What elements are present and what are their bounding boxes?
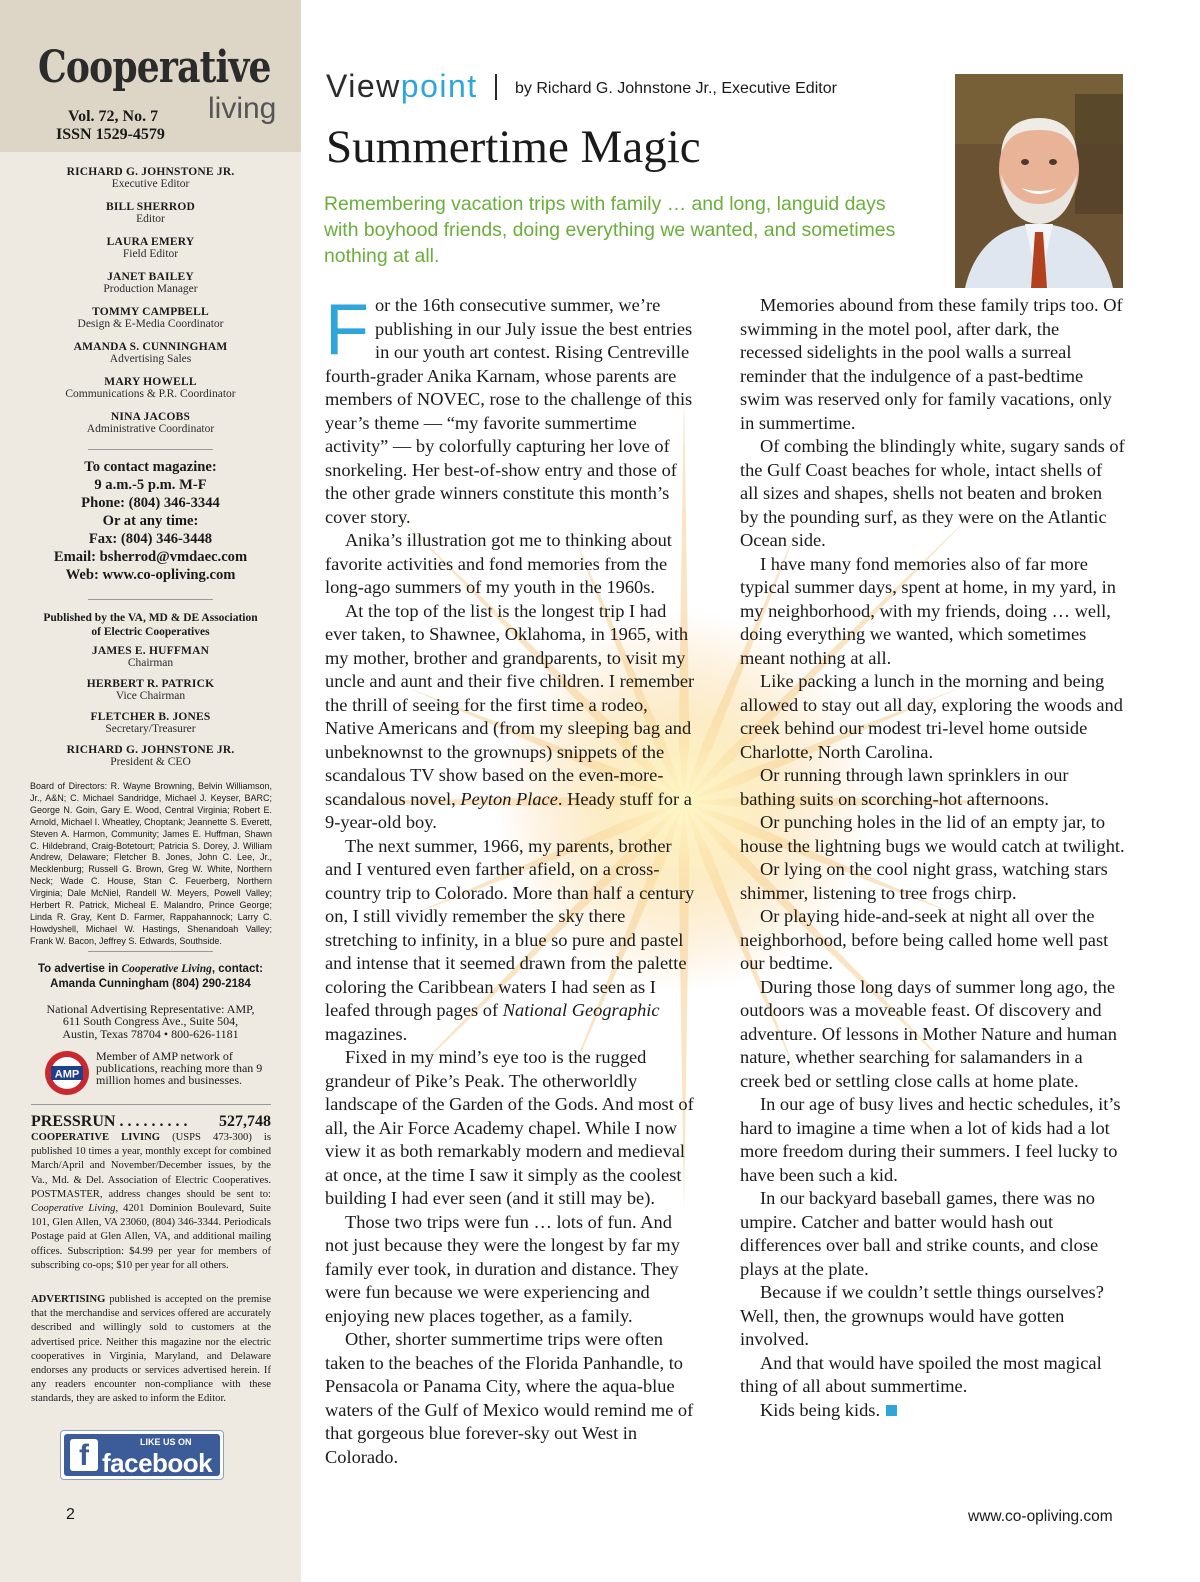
publisher-line: of Electric Cooperatives (91, 626, 210, 638)
paragraph: Or lying on the cool night grass, watching stars shimmer, listening to tree frogs chirp. (740, 859, 1108, 903)
paragraph: And that would have spoiled the most magical thing of all about summertime. (740, 1352, 1102, 1396)
contact-email: Email: bsherrod@vmdaec.com (53, 549, 248, 565)
divider (88, 449, 213, 450)
postal-lead: COOPERATIVE LIVING (31, 1132, 161, 1143)
facebook-icon: f (70, 1439, 98, 1471)
contact-info (0, 458, 301, 584)
publisher-info (0, 611, 301, 639)
advertise-info (0, 962, 301, 992)
advertise-post: , contact: (211, 963, 264, 975)
staff-role: Field Editor (122, 248, 179, 260)
staff-entry (0, 306, 301, 330)
footer-website[interactable]: www.co-opliving.com (968, 1508, 1113, 1525)
postal-text: , 4201 Dominion Boulevard, Suite 101, Glen Allen, VA 23060, (804) 346-3344. Periodicals Postage paid at Glen Allen, VA, and additional mailing offices. Subscription: $4.99 per year for members of subscribing co-ops; $10 per year for all others. (31, 1203, 271, 1271)
officer-entry (0, 744, 301, 768)
divider (31, 1104, 271, 1105)
advertise-pre: To advertise in (37, 963, 119, 975)
staff-name: RICHARD G. JOHNSTONE JR. (66, 166, 235, 178)
staff-entry (0, 411, 301, 435)
staff-entry (0, 376, 301, 400)
page-number: 2 (66, 1506, 75, 1523)
section-label-point: point (400, 68, 478, 104)
magazine-logo: Cooperative (38, 42, 271, 93)
pressrun (31, 1113, 271, 1131)
officer-role: Vice Chairman (115, 690, 186, 702)
contact-hours: 9 a.m.-5 p.m. M-F (94, 477, 207, 493)
paragraph: For the 16th consecutive summer, we’re publishing in our July issue the best entries in our youth art contest. Rising Centreville fourth-grader Anika Karnam, whose parents are members of NOVEC, rose to the challenge of this year’s theme — “my favorite summertime activity” — by colorfully capturing her love of snorkeling. Her best-of-show entry and those of the other grade winners constitute this month’s cover story. (325, 290, 693, 527)
divider (88, 599, 213, 600)
facebook-button[interactable] (60, 1430, 224, 1480)
officer-entry (0, 711, 301, 735)
staff-name: TOMMY CAMPBELL (92, 306, 209, 318)
end-mark-icon (886, 1405, 897, 1416)
paragraph: Because if we couldn’t settle things ourselves? Well, then, the grownups would have gotten involved. (740, 1282, 1104, 1349)
amp-rep-line: 611 South Congress Ave., Suite 504, (62, 1014, 239, 1029)
staff-name: AMANDA S. CUNNINGHAM (73, 341, 228, 353)
contact-web: Web: www.co-opliving.com (65, 567, 236, 583)
staff-entry (0, 201, 301, 225)
staff-entry (0, 271, 301, 295)
paragraph: The next summer, 1966, my parents, brother and I ventured even farther afield, on a cross-country trip to Colorado. More than half a century on, I still vividly remember the sky there stretching to infinity, in a blue so pure and pastel and intense that it seemed drawn from the palette coloring the Caribbean waters I had seen as I leafed through pages of National Geographic magazines. (325, 835, 695, 1044)
amp-logo-icon (44, 1050, 90, 1096)
volume-number: Vol. 72, No. 7 (68, 108, 159, 125)
amp-logo-text: AMP (54, 1068, 80, 1081)
officer-name: JAMES E. HUFFMAN (91, 645, 210, 657)
contact-fax: Fax: (804) 346-3448 (88, 531, 213, 547)
officer-entry (0, 678, 301, 702)
paragraph: Those two trips were fun … lots of fun. And not just because they were the longest by far my family ever took, in duration and distance. They were fun because we were experiencing and enjoying new places together, as a family. (325, 1211, 680, 1326)
staff-name: MARY HOWELL (104, 376, 197, 388)
paragraph: Memories abound from these family trips too. Of swimming in the motel pool, after dark, the recessed sidelights in the pool walls a surreal reminder that the indulgence of a past-bedtime swim was reserved only for family vacations, only in summertime. (740, 295, 1123, 433)
postal-text: (USPS 473-300) is published 10 times a year, monthly except for combined March/April and November/December issues, by the Va., Md. & Del. Association of Electric Cooperatives. POSTMASTER, address changes should be sent to: (31, 1132, 271, 1200)
staff-role: Editor (136, 213, 165, 225)
amp-rep-line: Austin, Texas 78704 • 800-626-1181 (62, 1026, 239, 1041)
divider (88, 951, 213, 952)
article-dek: Remembering vacation trips with family … and long, languid days with boyhood friends, doing everything we wanted, and sometimes nothing at all. (324, 193, 896, 267)
officer-name: RICHARD G. JOHNSTONE JR. (66, 744, 235, 756)
officer-entry (0, 645, 301, 669)
magazine-title: National Geographic (502, 1000, 660, 1020)
paragraph: Kids being kids. (740, 1399, 1125, 1423)
paragraph: Other, shorter summertime trips were often taken to the beaches of the Florida Panhandle, to Pensacola or Panama City, where the aqua-blue waters of the Gulf of Mexico would remind me of that gorgeous blue forever-sky out West in Colorado. (325, 1329, 694, 1467)
pressrun-label: PRESSRUN . . . . . . . . . (31, 1113, 188, 1130)
paragraph: During those long days of summer long ago, the outdoors was a moveable feast. Of discovery and adventure. Of lessons in Mother Nature and human nature, whether searching for salamanders in a creek bed or settling close calls at home plate. (740, 976, 1117, 1091)
drop-cap: F (325, 290, 369, 370)
paragraph: In our backyard baseball games, there was no umpire. Catcher and batter would hash out differences over ball and strike counts, and close plays at the plate. (740, 1188, 1099, 1279)
paragraph: Or playing hide-and-seek at night all over the neighborhood, before being called home well past our bedtime. (740, 906, 1109, 973)
paragraph: Like packing a lunch in the morning and being allowed to stay out all day, exploring the woods and creek behind our modest tri-level home outside Charlotte, North Carolina. (740, 671, 1123, 762)
advertising-policy (31, 1293, 271, 1407)
magazine-logo-sub: living (208, 92, 277, 125)
paragraph: At the top of the list is the longest trip I had ever taken, to Shawnee, Oklahoma, in 1965, with my mother, brother and grandparents, to visit my uncle and aunt and their five children. I remember the thrill of seeing for the first time a rodeo, Native Americans and (from my sleeping bag and unbeknownst to the grownups) snippets of the scandalous TV show based on the even-more-scandalous novel, Peyton Place. Heady stuff for a 9-year-old boy. (325, 600, 695, 832)
staff-role: Executive Editor (111, 178, 190, 190)
staff-entry (0, 341, 301, 365)
section-divider (495, 74, 497, 100)
officer-name: FLETCHER B. JONES (90, 711, 211, 723)
article-column-2 (740, 294, 1125, 1422)
issn: ISSN 1529-4579 (56, 126, 165, 143)
contact-heading: To contact magazine: (84, 459, 217, 475)
author-photo (955, 74, 1123, 288)
paragraph: In our age of busy lives and hectic schedules, it’s hard to imagine a time when a lot of kids had a lot more freedom during their summers. I feel lucky to have been such a kid. (740, 1094, 1121, 1185)
contact-phone: Phone: (804) 346-3344 (81, 495, 220, 511)
paragraph: Or punching holes in the lid of an empty jar, to house the lightning bugs we would catch at twilight. (740, 812, 1125, 856)
officer-role: Secretary/Treasurer (105, 723, 196, 735)
staff-name: BILL SHERROD (106, 201, 195, 213)
amp-rep-line: National Advertising Representative: AMP, (46, 1002, 255, 1016)
advertise-magazine: Cooperative Living (121, 963, 212, 975)
paragraph: Or running through lawn sprinklers in our bathing suits on scorching-hot afternoons. (740, 765, 1069, 809)
article-column-1 (325, 290, 695, 1469)
contact-anytime: Or at any time: (102, 513, 199, 529)
staff-role: Communications & P.R. Coordinator (65, 388, 236, 400)
officer-name: HERBERT R. PATRICK (86, 678, 215, 690)
staff-entry (0, 166, 301, 190)
amp-member-text: Member of AMP network of publications, reaching more than 9 million homes and businesses. (96, 1049, 263, 1087)
staff-role: Advertising Sales (109, 353, 192, 365)
board-of-directors: Board of Directors: R. Wayne Browning, Belvin Williamson, Jr., A&N; C. Michael Sandridge, Michael J. Keyser, BARC; George N. Goin, Gary E. Wood, Central Virginia; Robert E. Arnold, Michael I. Wheatley, Choptank; Jeannette S. Everett, Steven A. Harmon, Community; James E. Huffman, Shawn C. Hildebrand, Craig-Botetourt; Patricia S. Dorey, J. William Andrew, Delaware; Fletcher B. Jones, John C. Lee, Jr., Mecklenburg; Russell G. Brown, Greg W. White, Northern Neck; Wade C. House, Stan C. Feuerberg, Northern Virginia; Dale McNiel, Randell W. Meyers, Powell Valley; Herbert R. Patrick, Micheal E. Malandro, Prince George; Linda R. Gray, Kent D. Farmer, Rappahannock; Larry C. Howdyshell, Michael W. Hastings, Shenandoah Valley; Frank W. Bacon, Jeffrey S. Edwards, Southside. (30, 781, 272, 946)
book-title: Peyton Place (460, 788, 558, 809)
article-title: Summertime Magic (326, 121, 701, 173)
advertise-contact: Amanda Cunningham (804) 290-2184 (50, 978, 251, 990)
section-label-view: View (326, 68, 401, 104)
staff-name: NINA JACOBS (110, 411, 191, 423)
paragraph: I have many fond memories also of far more typical summer days, spent at home, in my yard, in my neighborhood, with my friends, doing … well, doing everything we wanted, which sometimes meant nothing at all. (740, 553, 1116, 668)
paragraph: Of combing the blindingly white, sugary sands of the Gulf Coast beaches for whole, intact shells of all sizes and shapes, shells not beaten and broken by the pounding surf, as they were on the Atlantic Ocean side. (740, 436, 1125, 550)
byline: by Richard G. Johnstone Jr., Executive Editor (515, 80, 837, 97)
amp-representative (0, 1003, 301, 1040)
staff-role: Administrative Coordinator (86, 423, 215, 435)
policy-lead: ADVERTISING (31, 1294, 106, 1305)
policy-text: published is accepted on the premise that the merchandise and services offered are accurately described and willingly sold to customers at the advertised price. Neither this magazine nor the electric cooperatives in Virginia, Maryland, and Delaware endorses any products or services advertised herein. If any readers encounter non-compliance with these standards, they are asked to inform the Editor. (31, 1294, 271, 1405)
staff-name: LAURA EMERY (106, 236, 195, 248)
publisher-line: Published by the VA, MD & DE Association (43, 612, 258, 624)
staff-role: Design & E-Media Coordinator (77, 318, 224, 330)
pressrun-value: 527,748 (219, 1113, 271, 1130)
facebook-like-label: LIKE US ON (140, 1437, 192, 1447)
staff-name: JANET BAILEY (107, 271, 194, 283)
officer-role: Chairman (127, 657, 174, 669)
officer-role: President & CEO (110, 756, 191, 768)
section-label (326, 68, 478, 105)
postal-statement (31, 1131, 271, 1273)
staff-entry (0, 236, 301, 260)
facebook-label: facebook (102, 1448, 213, 1478)
facebook-badge[interactable] (64, 1434, 220, 1476)
paragraph: Fixed in my mind’s eye too is the rugged grandeur of Pike’s Peak. The otherworldly landscape of the Garden of the Gods. And most of all, the Air Force Academy chapel. While I now view it as both remarkably modern and medieval at once, at the time I saw it simply as the coolest building I had ever seen (and it still may be). (325, 1047, 694, 1208)
postal-magazine: Cooperative Living (31, 1203, 116, 1215)
paragraph: Anika’s illustration got me to thinking about favorite activities and fond memories from the long-ago summers of my youth in the 1960s. (325, 530, 672, 597)
staff-role: Production Manager (103, 283, 198, 295)
